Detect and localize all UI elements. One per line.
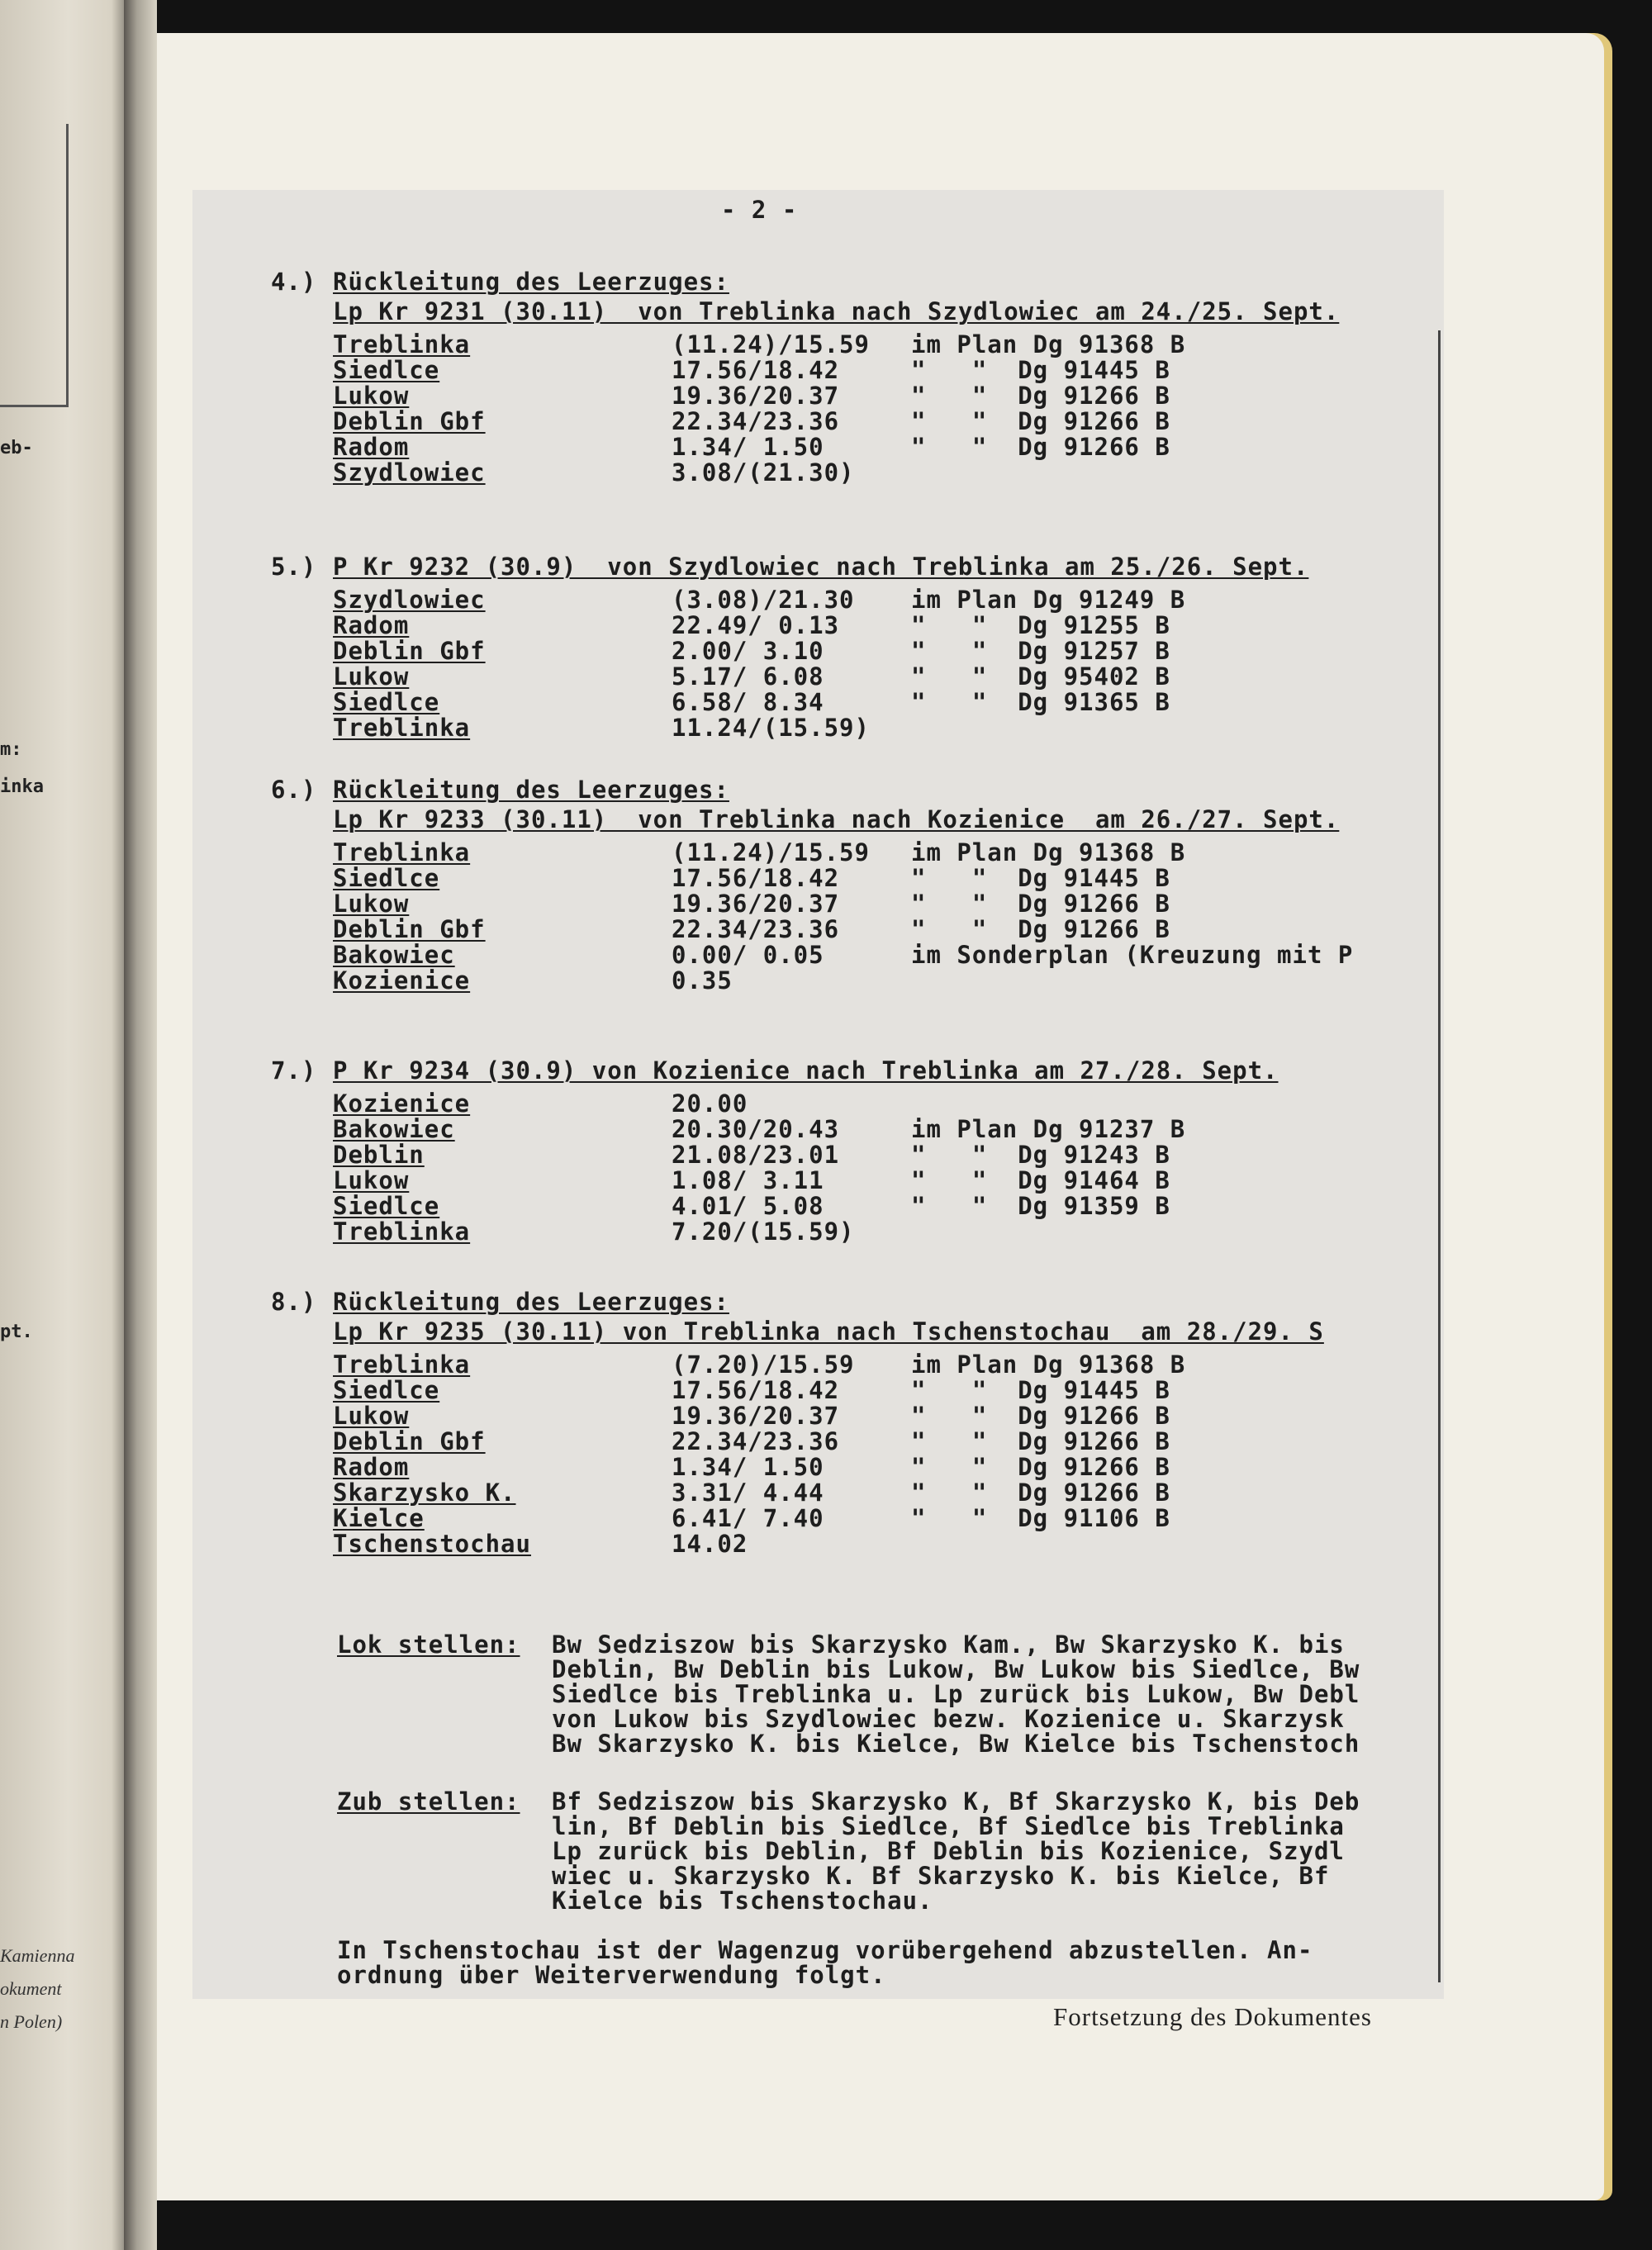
station-plan: " " Dg 91255 B: [911, 611, 1170, 639]
zub-line: Kielce bis Tschenstochau.: [552, 1887, 933, 1915]
page-number: - 2 -: [721, 196, 798, 224]
station-plan: " " Dg 91266 B: [911, 1402, 1170, 1430]
station-time: (11.24)/15.59: [672, 330, 870, 358]
station-time: 19.36/20.37: [672, 890, 840, 918]
station-time: 17.56/18.42: [672, 864, 840, 892]
left-fragment-3: inka: [0, 776, 44, 797]
book-gutter: [124, 0, 157, 2250]
lok-line: Bw Skarzysko K. bis Kielce, Bw Kielce bis Tschenstoch: [552, 1730, 1360, 1758]
station-plan: " " Dg 91445 B: [911, 1376, 1170, 1404]
lok-line: Deblin, Bw Deblin bis Lukow, Bw Lukow bis Siedlce, Bw: [552, 1655, 1360, 1683]
station-name: Bakowiec: [333, 1115, 455, 1143]
route-line: P Kr 9232 (30.9) von Szydlowiec nach Treblinka am 25./26. Sept.: [333, 553, 1309, 581]
station-name: Treblinka: [333, 330, 471, 358]
station-name: Siedlce: [333, 864, 440, 892]
left-fragment-2: m:: [0, 739, 22, 760]
document-photocopy: [192, 190, 1444, 1999]
left-fragment-4: pt.: [0, 1322, 33, 1342]
station-name: Deblin: [333, 1141, 425, 1169]
station-plan: im Plan Dg 91237 B: [911, 1115, 1186, 1143]
station-time: 0.00/ 0.05: [672, 941, 824, 969]
document-text: [192, 190, 1444, 1999]
route-line: Lp Kr 9231 (30.11) von Treblinka nach Szydlowiec am 24./25. Sept.: [333, 297, 1340, 325]
station-time: 22.34/23.36: [672, 915, 840, 943]
station-plan: im Plan Dg 91368 B: [911, 330, 1186, 358]
station-name: Deblin Gbf: [333, 637, 486, 665]
station-name: Treblinka: [333, 1350, 471, 1379]
final-line: ordnung über Weiterverwendung folgt.: [337, 1961, 886, 1989]
station-name: Deblin Gbf: [333, 1427, 486, 1455]
station-time: 22.49/ 0.13: [672, 611, 840, 639]
station-time: 19.36/20.37: [672, 382, 840, 410]
station-name: Siedlce: [333, 688, 440, 716]
station-plan: " " Dg 91365 B: [911, 688, 1170, 716]
station-name: Treblinka: [333, 838, 471, 866]
station-plan: " " Dg 91266 B: [911, 1479, 1170, 1507]
station-name: Lukow: [333, 382, 410, 410]
station-time: 1.34/ 1.50: [672, 433, 824, 461]
station-name: Szydlowiec: [333, 458, 486, 487]
station-plan: " " Dg 91266 B: [911, 382, 1170, 410]
station-name: Lukow: [333, 1402, 410, 1430]
station-plan: " " Dg 91266 B: [911, 1453, 1170, 1481]
lok-line: von Lukow bis Szydlowiec bezw. Kozienice u. Skarzysk: [552, 1705, 1345, 1733]
station-plan: " " Dg 91266 B: [911, 1427, 1170, 1455]
route-line: Lp Kr 9235 (30.11) von Treblinka nach Tschenstochau am 28./29. S: [333, 1317, 1324, 1346]
section-number: 7.): [271, 1056, 317, 1085]
lok-line: Bw Sedziszow bis Skarzysko Kam., Bw Skarzysko K. bis: [552, 1631, 1345, 1659]
station-name: Radom: [333, 611, 410, 639]
station-plan: " " Dg 91266 B: [911, 890, 1170, 918]
section-number: 5.): [271, 553, 317, 581]
left-fragment-1: eb-: [0, 438, 33, 458]
route-line: Lp Kr 9233 (30.11) von Treblinka nach Kozienice am 26./27. Sept.: [333, 805, 1340, 833]
station-plan: " " Dg 95402 B: [911, 662, 1170, 691]
station-plan: " " Dg 91359 B: [911, 1192, 1170, 1220]
left-caption-1: Kamienna: [0, 1945, 75, 1966]
station-time: 22.34/23.36: [672, 1427, 840, 1455]
station-plan: " " Dg 91266 B: [911, 433, 1170, 461]
station-plan: im Plan Dg 91368 B: [911, 838, 1186, 866]
station-time: 3.31/ 4.44: [672, 1479, 824, 1507]
station-plan: " " Dg 91464 B: [911, 1166, 1170, 1194]
station-name: Lukow: [333, 1166, 410, 1194]
station-plan: " " Dg 91106 B: [911, 1504, 1170, 1532]
station-time: 0.35: [672, 966, 733, 994]
station-name: Lukow: [333, 662, 410, 691]
station-name: Siedlce: [333, 1376, 440, 1404]
station-time: 1.08/ 3.11: [672, 1166, 824, 1194]
station-time: 19.36/20.37: [672, 1402, 840, 1430]
section-heading: Rückleitung des Leerzuges:: [333, 776, 729, 804]
station-time: 17.56/18.42: [672, 356, 840, 384]
route-line: P Kr 9234 (30.9) von Kozienice nach Treblinka am 27./28. Sept.: [333, 1056, 1279, 1085]
station-name: Kozienice: [333, 966, 471, 994]
station-name: Radom: [333, 1453, 410, 1481]
station-time: 14.02: [672, 1530, 748, 1558]
station-time: 21.08/23.01: [672, 1141, 840, 1169]
zub-line: wiec u. Skarzysko K. Bf Skarzysko K. bis Kielce, Bf: [552, 1862, 1330, 1890]
station-plan: " " Dg 91266 B: [911, 915, 1170, 943]
station-plan: im Plan Dg 91368 B: [911, 1350, 1186, 1379]
station-plan: im Sonderplan (Kreuzung mit P: [911, 941, 1354, 969]
station-plan: " " Dg 91243 B: [911, 1141, 1170, 1169]
station-name: Bakowiec: [333, 941, 455, 969]
left-caption-2: okument: [0, 1978, 62, 1999]
station-time: 7.20/(15.59): [672, 1218, 855, 1246]
station-name: Radom: [333, 433, 410, 461]
station-time: 17.56/18.42: [672, 1376, 840, 1404]
lok-label: Lok stellen:: [337, 1631, 520, 1659]
zub-line: Lp zurück bis Deblin, Bf Deblin bis Kozienice, Szydl: [552, 1837, 1345, 1865]
zub-line: lin, Bf Deblin bis Siedlce, Bf Siedlce bis Treblinka: [552, 1812, 1345, 1840]
left-caption-3: n Polen): [0, 2011, 63, 2032]
station-time: (3.08)/21.30: [672, 586, 855, 614]
station-time: 11.24/(15.59): [672, 714, 870, 742]
station-name: Tschenstochau: [333, 1530, 531, 1558]
station-name: Szydlowiec: [333, 586, 486, 614]
final-line: In Tschenstochau ist der Wagenzug vorübergehend abzustellen. An-: [337, 1936, 1313, 1964]
lok-line: Siedlce bis Treblinka u. Lp zurück bis Lukow, Bw Debl: [552, 1680, 1360, 1708]
station-time: 5.17/ 6.08: [672, 662, 824, 691]
station-time: 3.08/(21.30): [672, 458, 855, 487]
station-name: Treblinka: [333, 1218, 471, 1246]
section-number: 6.): [271, 776, 317, 804]
station-time: (11.24)/15.59: [672, 838, 870, 866]
station-time: 4.01/ 5.08: [672, 1192, 824, 1220]
station-plan: " " Dg 91257 B: [911, 637, 1170, 665]
station-time: 20.00: [672, 1089, 748, 1118]
station-time: 2.00/ 3.10: [672, 637, 824, 665]
section-heading: Rückleitung des Leerzuges:: [333, 1288, 729, 1316]
station-time: 22.34/23.36: [672, 407, 840, 435]
section-number: 8.): [271, 1288, 317, 1316]
station-time: 20.30/20.43: [672, 1115, 840, 1143]
left-page-sketch: [0, 124, 69, 407]
station-plan: " " Dg 91266 B: [911, 407, 1170, 435]
station-name: Deblin Gbf: [333, 407, 486, 435]
left-page: [0, 0, 124, 2250]
station-plan: im Plan Dg 91249 B: [911, 586, 1186, 614]
station-name: Skarzysko K.: [333, 1479, 516, 1507]
station-name: Deblin Gbf: [333, 915, 486, 943]
station-name: Lukow: [333, 890, 410, 918]
station-name: Treblinka: [333, 714, 471, 742]
station-name: Siedlce: [333, 356, 440, 384]
station-plan: " " Dg 91445 B: [911, 864, 1170, 892]
station-time: (7.20)/15.59: [672, 1350, 855, 1379]
zub-label: Zub stellen:: [337, 1787, 520, 1816]
station-time: 6.58/ 8.34: [672, 688, 824, 716]
figure-caption: Fortsetzung des Dokumentes: [1053, 2002, 1372, 2031]
station-time: 6.41/ 7.40: [672, 1504, 824, 1532]
station-time: 1.34/ 1.50: [672, 1453, 824, 1481]
section-number: 4.): [271, 268, 317, 296]
station-name: Siedlce: [333, 1192, 440, 1220]
station-name: Kozienice: [333, 1089, 471, 1118]
station-plan: " " Dg 91445 B: [911, 356, 1170, 384]
section-heading: Rückleitung des Leerzuges:: [333, 268, 729, 296]
zub-line: Bf Sedziszow bis Skarzysko K, Bf Skarzysko K, bis Deb: [552, 1787, 1360, 1816]
station-name: Kielce: [333, 1504, 425, 1532]
